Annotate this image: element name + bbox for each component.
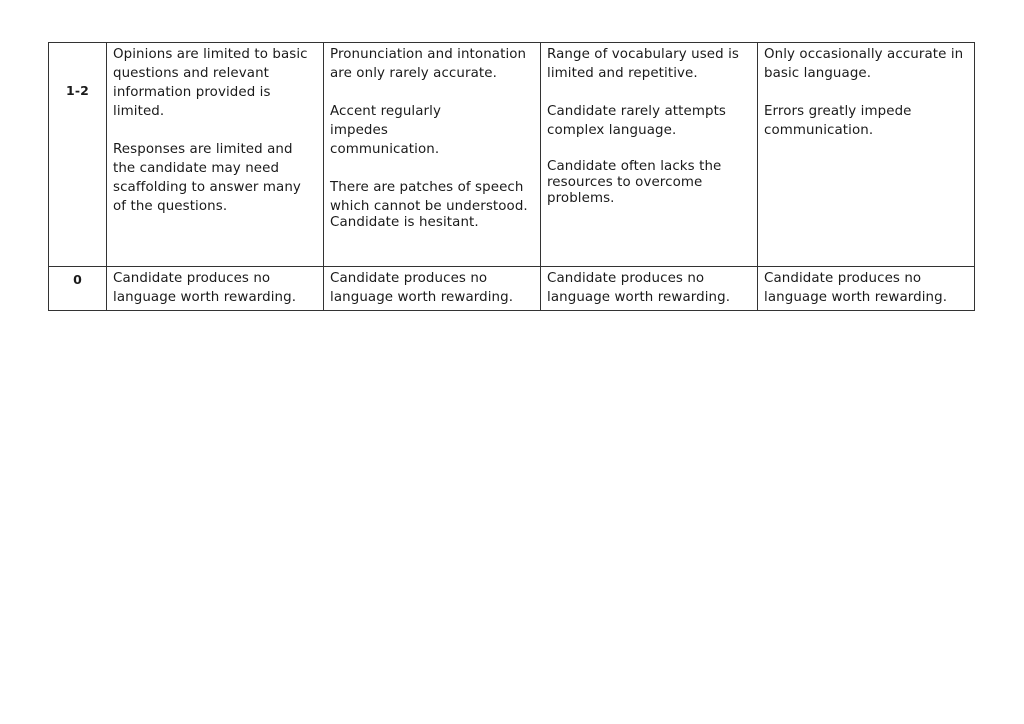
descriptor-text: Candidate is hesitant.	[330, 215, 479, 230]
descriptor-text: There are patches of speech which cannot be understood.	[330, 180, 528, 214]
descriptor-text: Candidate rarely attempts complex language.	[547, 104, 726, 138]
opinions-descriptor-cell	[107, 43, 324, 267]
mark-band-cell	[49, 43, 107, 267]
vocabulary-descriptor-cell	[541, 43, 758, 267]
descriptor-text: Accent regularly impedes communication.	[330, 104, 441, 157]
pronunciation-descriptor-cell	[324, 267, 541, 311]
vocabulary-descriptor-cell	[541, 267, 758, 311]
descriptor-text: Opinions are limited to basic questions and relevant information provided is limited.	[113, 47, 308, 119]
table-row-1-2	[49, 43, 975, 267]
accuracy-descriptor-cell	[758, 43, 975, 267]
table-row-0	[49, 267, 975, 311]
descriptor-text: Errors greatly impede communication.	[764, 104, 912, 138]
pronunciation-descriptor-cell	[324, 43, 541, 267]
opinions-descriptor-cell	[107, 267, 324, 311]
descriptor-text: Candidate produces no language worth rewarding.	[547, 271, 731, 305]
descriptor-text: Candidate produces no language worth rewarding.	[764, 271, 948, 305]
accuracy-descriptor-cell	[758, 267, 975, 311]
descriptor-text: Candidate produces no language worth rewarding.	[330, 271, 514, 305]
mark-band-label: 0	[73, 272, 82, 287]
descriptor-text: Candidate often lacks the resources to overcome problems.	[547, 159, 722, 206]
descriptor-text: Only occasionally accurate in basic language.	[764, 47, 964, 81]
mark-scheme-table	[48, 42, 975, 311]
descriptor-text: Candidate produces no language worth rewarding.	[113, 271, 297, 305]
descriptor-text: Pronunciation and intonation are only rarely accurate.	[330, 47, 527, 81]
descriptor-text: Range of vocabulary used is limited and repetitive.	[547, 47, 739, 81]
descriptor-text: Responses are limited and the candidate may need scaffolding to answer many of the questions.	[113, 142, 301, 214]
mark-band-cell	[49, 267, 107, 311]
mark-band-label: 1-2	[66, 83, 89, 98]
